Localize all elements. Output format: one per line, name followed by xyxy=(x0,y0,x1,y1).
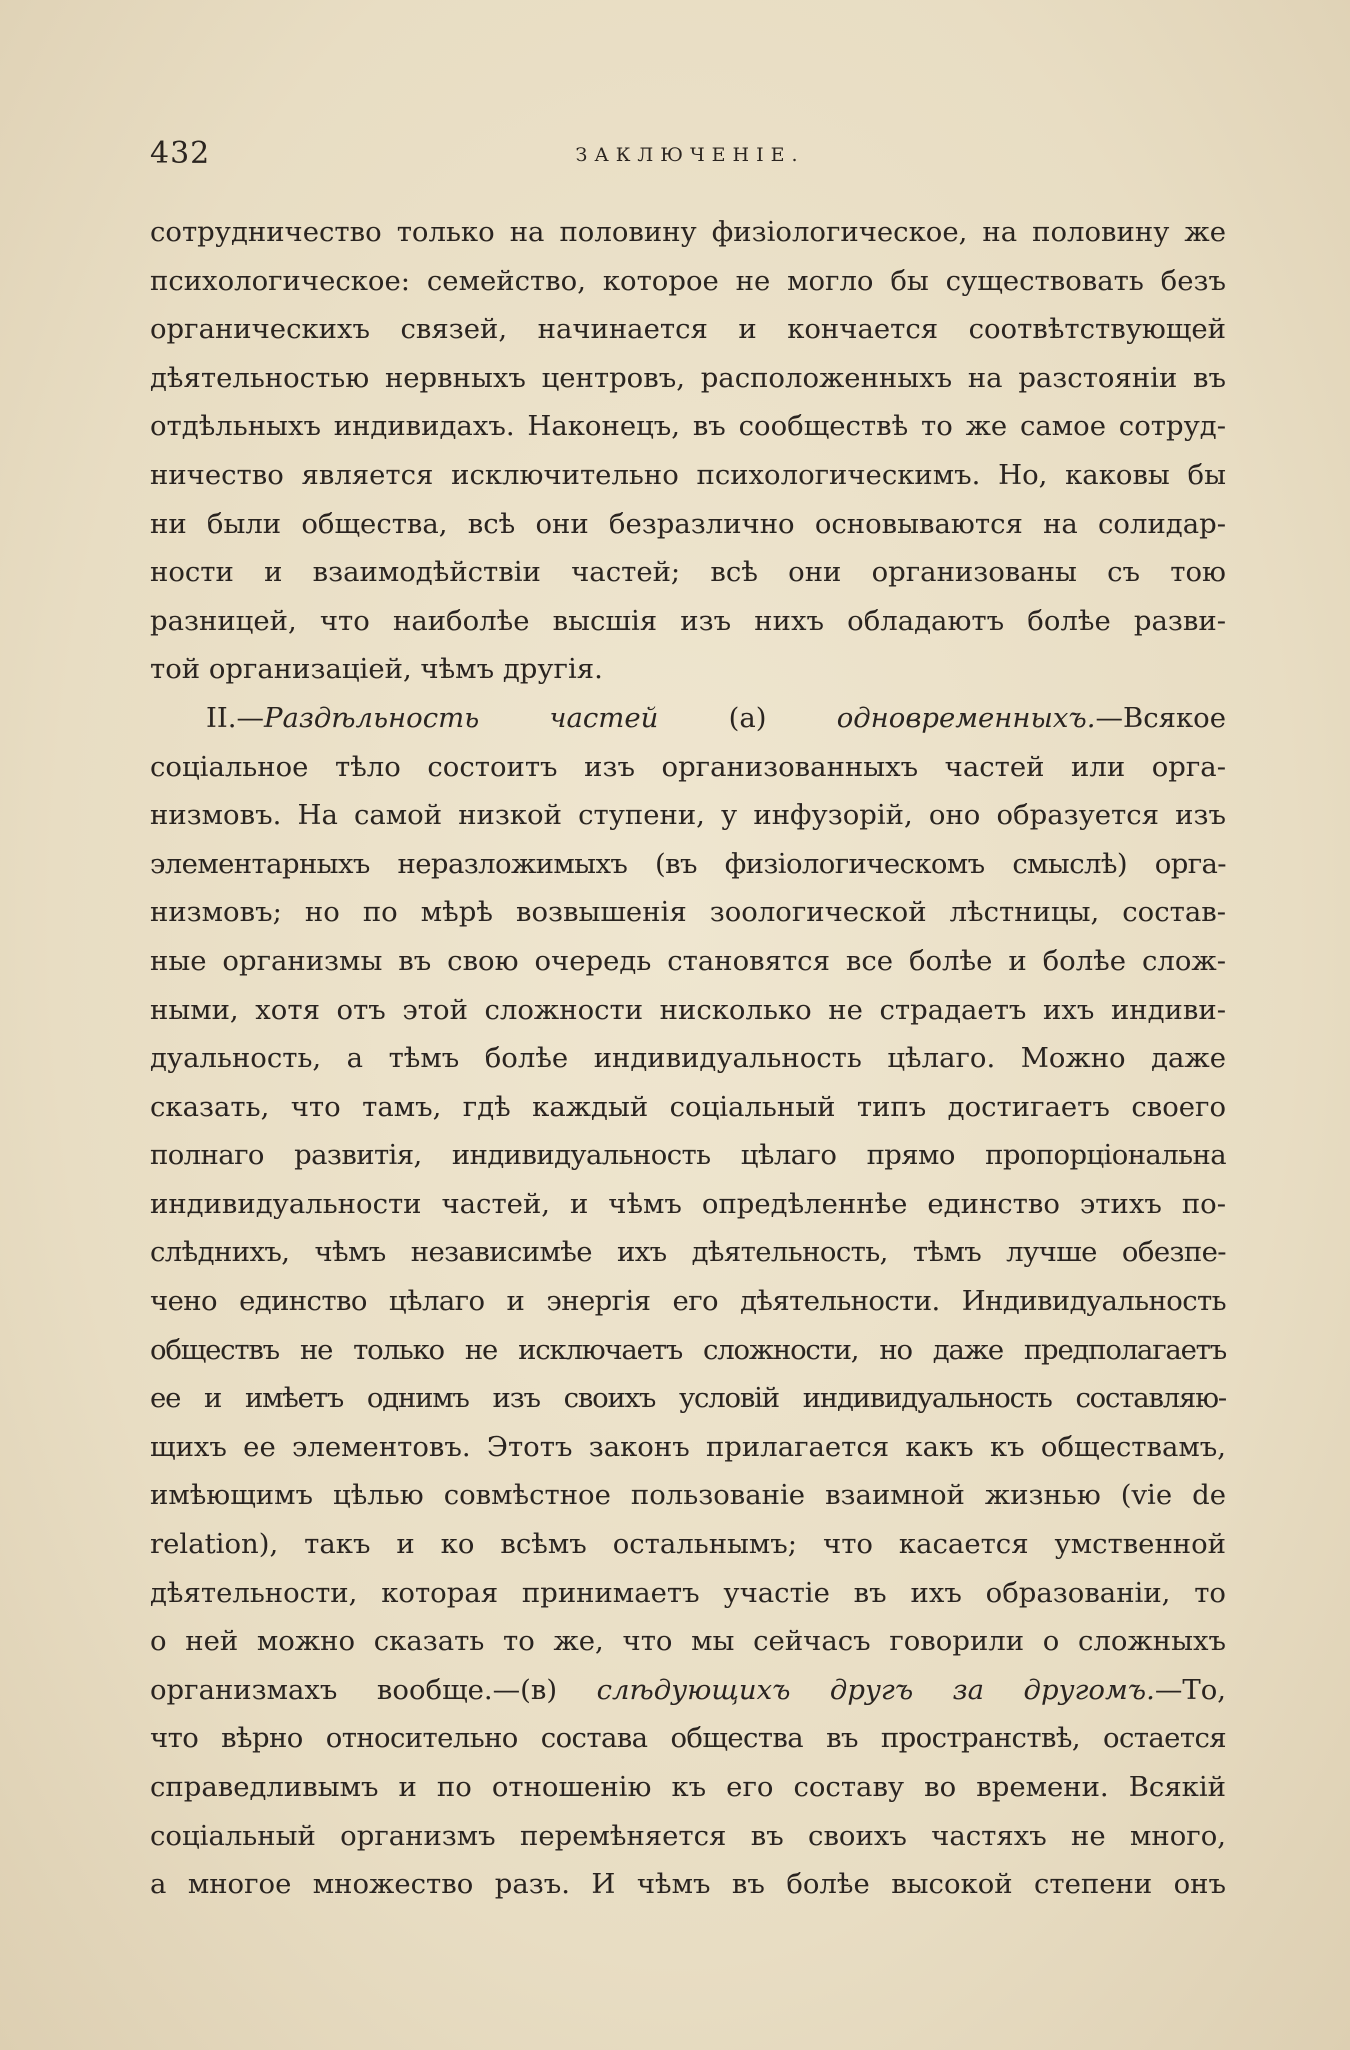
text-line: низмовъ; но по мѣрѣ возвышенія зоологической лѣстницы, состав- xyxy=(150,896,1226,929)
text-line: дуальность, а тѣмъ болѣе индивидуальность цѣлаго. Можно даже xyxy=(150,1042,1226,1075)
section-heading-line xyxy=(150,694,1226,743)
subsection-title: слѣдующихъ другъ за другомъ. xyxy=(596,1673,1155,1706)
text-line: отдѣльныхъ индивидахъ. Наконецъ, въ сообществѣ то же самое сотруд- xyxy=(150,410,1226,443)
text-line: соціальное тѣло состоитъ изъ организованныхъ частей или орга- xyxy=(150,750,1226,783)
text-line: щихъ ее элементовъ. Этотъ законъ прилагается какъ къ обществамъ, xyxy=(150,1430,1226,1463)
text-line: индивидуальности частей, и чѣмъ опредѣленнѣе единство этихъ по- xyxy=(150,1187,1226,1220)
section-sub-marker: (а) xyxy=(658,701,837,734)
subsection-lead: организмахъ вообще.—(в) xyxy=(150,1673,597,1706)
text-line: ее и имѣетъ однимъ изъ своихъ условій индивидуальность составляю- xyxy=(150,1382,1226,1415)
text-line: дѣятельности, которая принимаетъ участіе въ ихъ образованіи, то xyxy=(150,1576,1226,1609)
text-line: а многое множество разъ. И чѣмъ въ болѣе высокой степени онъ xyxy=(150,1868,1226,1901)
body-text xyxy=(150,208,1226,1909)
page-number: 432 xyxy=(150,136,211,171)
text-line: слѣднихъ, чѣмъ независимѣе ихъ дѣятельность, тѣмъ лучше обезпе- xyxy=(150,1236,1226,1269)
section-title: Раздѣльность частей xyxy=(263,701,659,734)
text-line: психологическое: семейство, которое не могло бы существовать безъ xyxy=(150,264,1226,297)
section-subtitle: одновременныхъ. xyxy=(836,701,1096,734)
text-line: полнаго развитія, индивидуальность цѣлаго прямо пропорціональна xyxy=(150,1139,1226,1172)
text-line: низмовъ. На самой низкой ступени, у инфузорій, оно образуется изъ xyxy=(150,799,1226,832)
text-line: ные организмы въ свою очередь становятся все болѣе и болѣе слож- xyxy=(150,944,1226,977)
text-line: дѣятельностью нервныхъ центровъ, расположенныхъ на разстояніи въ xyxy=(150,361,1226,394)
text-line: ни были общества, всѣ они безразлично основываются на солидар- xyxy=(150,507,1226,540)
text-line: справедливымъ и по отношенію къ его составу во времени. Всякій xyxy=(150,1771,1226,1803)
text-line: чено единство цѣлаго и энергія его дѣятельности. Индивидуальность xyxy=(150,1285,1226,1318)
text-line: разницей, что наиболѣе высшія изъ нихъ обладаютъ болѣе разви- xyxy=(150,604,1226,637)
text-line: той организаціей, чѣмъ другія. xyxy=(150,653,603,686)
text-line: ными, хотя отъ этой сложности нисколько не страдаетъ ихъ индиви- xyxy=(150,993,1226,1026)
text-line: relation), такъ и ко всѣмъ остальнымъ; что касается умственной xyxy=(150,1528,1226,1561)
text-line: ничество является исключительно психологическимъ. Но, каковы бы xyxy=(150,458,1226,491)
text-line: сказать, что тамъ, гдѣ каждый соціальный типъ достигаетъ своего xyxy=(150,1090,1226,1123)
running-head: ЗАКЛЮЧЕНІЕ. xyxy=(575,144,805,166)
subsection-tail: —То, xyxy=(1154,1673,1226,1706)
text-line: обществъ не только не исключаетъ сложности, но даже предполагаетъ xyxy=(150,1333,1226,1366)
subsection-line xyxy=(150,1666,1226,1715)
text-line: ности и взаимодѣйствіи частей; всѣ они организованы съ тою xyxy=(150,556,1226,589)
text-line: органическихъ связей, начинается и кончается соотвѣтствующей xyxy=(150,313,1226,346)
section-lead-text: —Всякое xyxy=(1095,701,1226,734)
text-line: соціальный организмъ перемѣняется въ своихъ частяхъ не много, xyxy=(150,1819,1226,1852)
text-line: имѣющимъ цѣлью совмѣстное пользованіе взаимной жизнью (vie de xyxy=(150,1479,1226,1512)
section-number: II.— xyxy=(206,701,264,734)
page-header xyxy=(150,136,1230,176)
text-line: что вѣрно относительно состава общества въ пространствѣ, остается xyxy=(150,1722,1226,1755)
text-line: о ней можно сказать то же, что мы сейчасъ говорили о сложныхъ xyxy=(150,1625,1226,1658)
text-line: сотрудничество только на половину физіологическое, на половину же xyxy=(150,216,1226,248)
text-line: элементарныхъ неразложимыхъ (въ физіологическомъ смыслѣ) орга- xyxy=(150,847,1226,880)
